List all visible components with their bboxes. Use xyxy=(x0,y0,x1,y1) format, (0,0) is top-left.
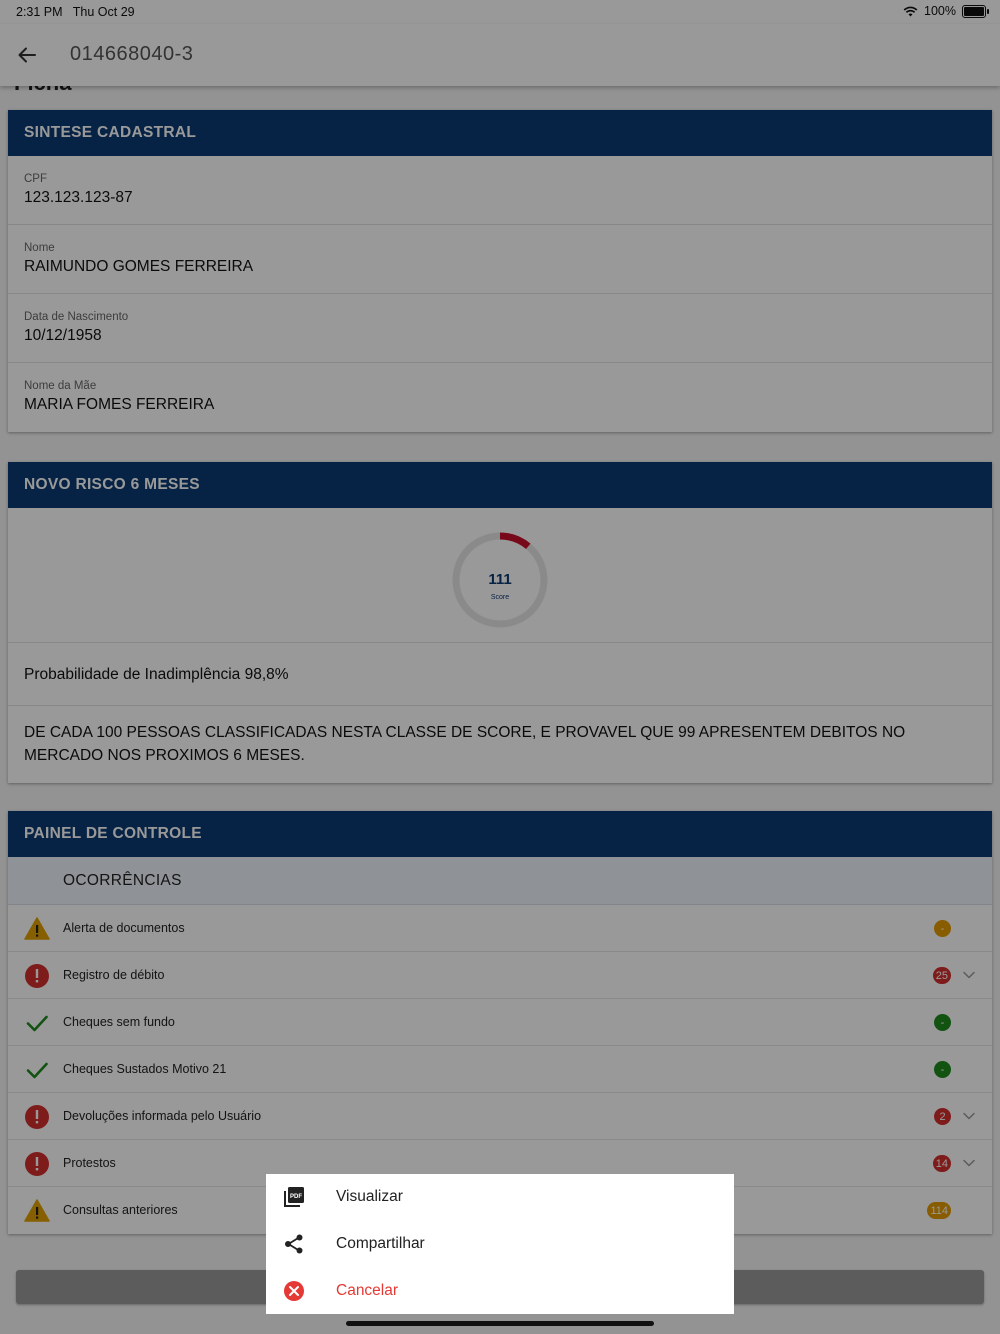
svg-text:PDF: PDF xyxy=(290,1194,302,1200)
count-badge: - xyxy=(934,920,951,937)
field-value: RAIMUNDO GOMES FERREIRA xyxy=(24,258,254,275)
risco-header: NOVO RISCO 6 MESES xyxy=(8,462,992,508)
ocorrencia-label: Cheques Sustados Motivo 21 xyxy=(63,1062,227,1076)
field-label: Nome da Mãe xyxy=(24,380,97,392)
count-badge: - xyxy=(934,1014,951,1031)
ocorrencia-label: Alerta de documentos xyxy=(63,921,185,935)
field-value: 123.123.123-87 xyxy=(24,189,133,206)
cancel-circle-icon xyxy=(283,1280,305,1302)
risk-description: DE CADA 100 PESSOAS CLASSIFICADAS NESTA CLASSE DE SCORE, E PROVAVEL QUE 99 APRESENTEM DEBITOS NO MERCADO NOS PROXIMOS 6 MESES. xyxy=(24,724,906,764)
action-label: Cancelar xyxy=(336,1282,399,1299)
painel-header: PAINEL DE CONTROLE xyxy=(8,811,992,857)
sintese-header: SINTESE CADASTRAL xyxy=(8,110,992,156)
ocorrencia-label: Devoluções informada pelo Usuário xyxy=(63,1109,262,1123)
pdf-icon xyxy=(283,1186,305,1208)
status-date: Thu Oct 29 xyxy=(72,5,135,19)
battery-percent: 100% xyxy=(924,4,956,18)
ocorrencia-label: Cheques sem fundo xyxy=(63,1015,175,1029)
share-icon xyxy=(283,1233,305,1255)
count-badge: 114 xyxy=(927,1202,951,1219)
action-share[interactable] xyxy=(266,1221,734,1268)
count-badge: 2 xyxy=(934,1108,951,1125)
field-value: MARIA FOMES FERREIRA xyxy=(24,396,215,413)
action-label: Compartilhar xyxy=(336,1235,425,1252)
action-label: Visualizar xyxy=(336,1188,403,1205)
score-label: Score xyxy=(490,594,510,601)
ocorrencia-label: Registro de débito xyxy=(63,968,165,982)
field-label: Nome xyxy=(24,242,55,254)
action-cancel[interactable] xyxy=(266,1268,734,1315)
page-title: 014668040-3 xyxy=(70,43,194,65)
count-badge: 25 xyxy=(933,967,951,984)
status-clock: 2:31 PM xyxy=(16,5,63,19)
count-badge: 14 xyxy=(933,1155,951,1172)
probability-text: Probabilidade de Inadimplência 98,8% xyxy=(8,643,992,706)
home-indicator xyxy=(346,1321,654,1326)
ocorrencia-label: Consultas anteriores xyxy=(63,1203,178,1217)
field-value: 10/12/1958 xyxy=(24,327,102,344)
action-view-pdf[interactable] xyxy=(266,1174,734,1221)
ocorrencias-header: OCORRÊNCIAS xyxy=(8,857,992,905)
count-badge: - xyxy=(934,1061,951,1078)
score-value: 111 xyxy=(488,571,512,588)
action-sheet xyxy=(266,1174,734,1314)
field-label: Data de Nascimento xyxy=(24,311,129,323)
ocorrencia-label: Protestos xyxy=(63,1156,116,1170)
field-label: CPF xyxy=(24,173,47,185)
